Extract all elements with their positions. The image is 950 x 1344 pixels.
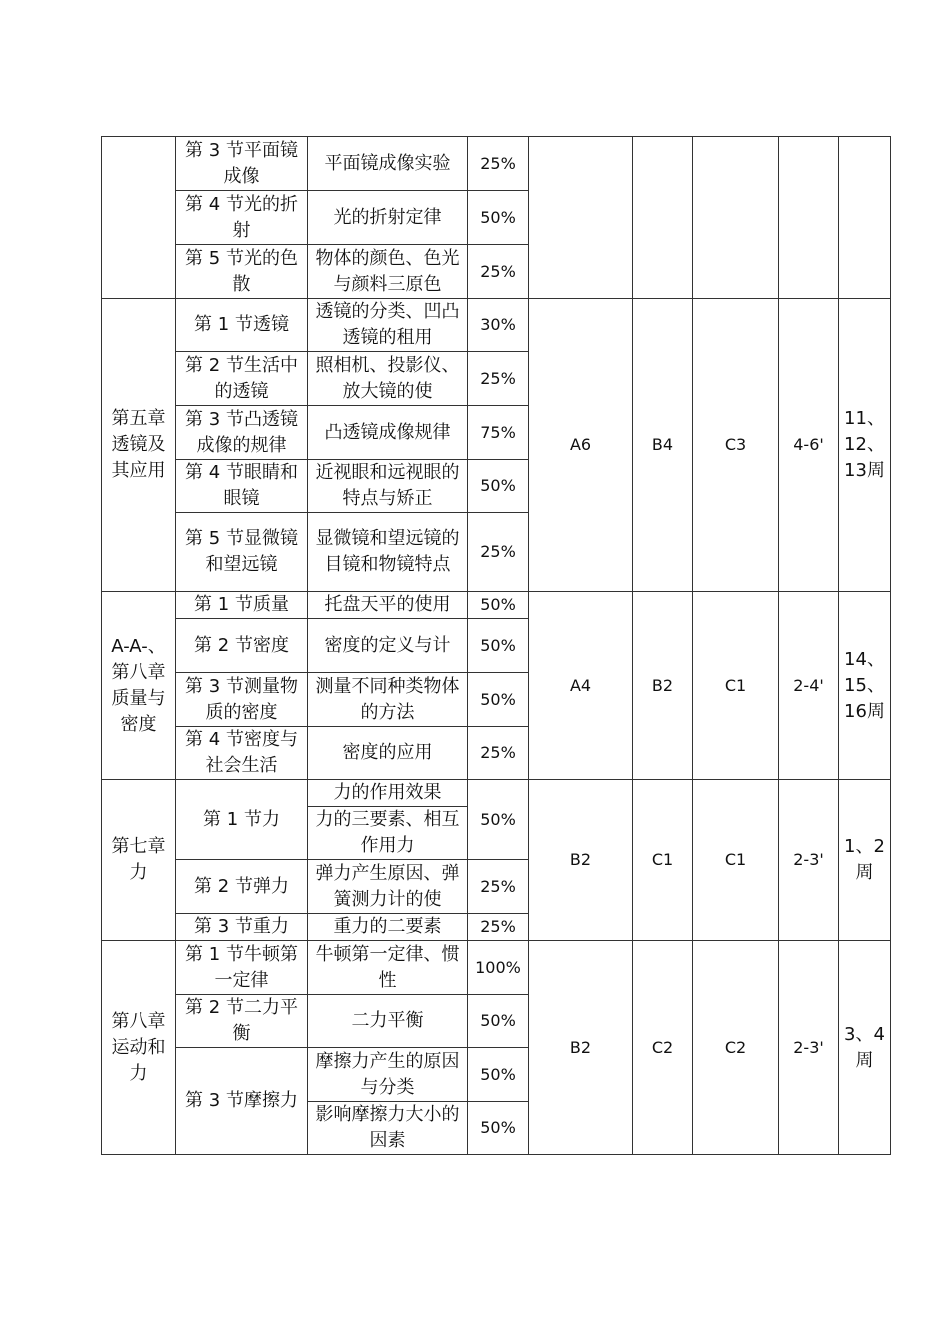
weight-cell: 25% xyxy=(468,513,529,592)
score-cell: 2-3' xyxy=(779,941,839,1155)
weight-cell: 30% xyxy=(468,299,529,352)
section-title: 第 2 节生活中的透镜 xyxy=(176,352,308,406)
knowledge-point: 二力平衡 xyxy=(308,995,468,1048)
knowledge-point: 力的三要素、相互作用力 xyxy=(308,807,468,860)
week-cell: 1、2周 xyxy=(839,780,891,941)
knowledge-point: 托盘天平的使用 xyxy=(308,592,468,619)
section-title: 第 5 节显微镜和望远镜 xyxy=(176,513,308,592)
weight-cell: 50% xyxy=(468,1102,529,1155)
score-cell: 4-6' xyxy=(779,299,839,592)
knowledge-point: 照相机、投影仪、放大镜的使 xyxy=(308,352,468,406)
knowledge-point: 光的折射定律 xyxy=(308,191,468,245)
chapter-name: 第七章力 xyxy=(102,780,176,941)
level-a-cell: A6 xyxy=(529,299,633,592)
knowledge-point: 测量不同种类物体的方法 xyxy=(308,673,468,727)
section-title: 第 2 节密度 xyxy=(176,619,308,673)
knowledge-point: 重力的二要素 xyxy=(308,914,468,941)
weight-cell: 50% xyxy=(468,780,529,860)
section-title: 第 3 节重力 xyxy=(176,914,308,941)
knowledge-point: 近视眼和远视眼的特点与矫正 xyxy=(308,460,468,513)
section-title: 第 1 节力 xyxy=(176,780,308,860)
weight-cell: 25% xyxy=(468,914,529,941)
knowledge-point: 凸透镜成像规律 xyxy=(308,406,468,460)
section-title: 第 3 节凸透镜成像的规律 xyxy=(176,406,308,460)
section-title: 第 4 节眼睛和眼镜 xyxy=(176,460,308,513)
level-a-cell: A4 xyxy=(529,592,633,780)
chapter-name: 第五章透镜及其应用 xyxy=(102,299,176,592)
weight-cell: 50% xyxy=(468,673,529,727)
weight-cell: 25% xyxy=(468,245,529,299)
chapter-name: 第八章运动和力 xyxy=(102,941,176,1155)
knowledge-point: 弹力产生原因、弹簧测力计的使 xyxy=(308,860,468,914)
chapter-name xyxy=(102,137,176,299)
level-b-cell: B4 xyxy=(633,299,693,592)
section-title: 第 3 节测量物质的密度 xyxy=(176,673,308,727)
weight-cell: 75% xyxy=(468,406,529,460)
level-a-cell: B2 xyxy=(529,780,633,941)
knowledge-point: 力的作用效果 xyxy=(308,780,468,807)
knowledge-point: 密度的应用 xyxy=(308,727,468,780)
level-c-cell: C2 xyxy=(693,941,779,1155)
section-title: 第 4 节光的折射 xyxy=(176,191,308,245)
weight-cell: 50% xyxy=(468,619,529,673)
knowledge-point: 透镜的分类、凹凸透镜的租用 xyxy=(308,299,468,352)
section-title: 第 2 节二力平衡 xyxy=(176,995,308,1048)
level-c-cell: C1 xyxy=(693,780,779,941)
section-title: 第 3 节摩擦力 xyxy=(176,1048,308,1155)
weight-cell: 25% xyxy=(468,727,529,780)
knowledge-point: 影响摩擦力大小的因素 xyxy=(308,1102,468,1155)
week-cell: 14、15、16周 xyxy=(839,592,891,780)
level-b-cell: C2 xyxy=(633,941,693,1155)
weight-cell: 50% xyxy=(468,460,529,513)
score-cell xyxy=(779,137,839,299)
knowledge-point: 牛顿第一定律、惯性 xyxy=(308,941,468,995)
section-title: 第 1 节牛顿第一定律 xyxy=(176,941,308,995)
knowledge-point: 密度的定义与计 xyxy=(308,619,468,673)
level-c-cell: C3 xyxy=(693,299,779,592)
weight-cell: 50% xyxy=(468,592,529,619)
level-c-cell xyxy=(693,137,779,299)
level-b-cell: C1 xyxy=(633,780,693,941)
weight-cell: 50% xyxy=(468,1048,529,1102)
knowledge-point: 显微镜和望远镜的目镜和物镜特点 xyxy=(308,513,468,592)
week-cell xyxy=(839,137,891,299)
section-title: 第 1 节透镜 xyxy=(176,299,308,352)
weight-cell: 25% xyxy=(468,860,529,914)
knowledge-point: 平面镜成像实验 xyxy=(308,137,468,191)
score-cell: 2-4' xyxy=(779,592,839,780)
level-b-cell: B2 xyxy=(633,592,693,780)
knowledge-point: 摩擦力产生的原因与分类 xyxy=(308,1048,468,1102)
level-c-cell: C1 xyxy=(693,592,779,780)
week-cell: 11、12、13周 xyxy=(839,299,891,592)
chapter-name: A-A-、第八章质量与密度 xyxy=(102,592,176,780)
score-cell: 2-3' xyxy=(779,780,839,941)
knowledge-point: 物体的颜色、色光与颜料三原色 xyxy=(308,245,468,299)
weight-cell: 50% xyxy=(468,995,529,1048)
weight-cell: 25% xyxy=(468,352,529,406)
section-title: 第 5 节光的色散 xyxy=(176,245,308,299)
section-title: 第 1 节质量 xyxy=(176,592,308,619)
level-a-cell xyxy=(529,137,633,299)
level-b-cell xyxy=(633,137,693,299)
section-title: 第 4 节密度与社会生活 xyxy=(176,727,308,780)
week-cell: 3、4周 xyxy=(839,941,891,1155)
section-title: 第 3 节平面镜成像 xyxy=(176,137,308,191)
weight-cell: 50% xyxy=(468,191,529,245)
section-title: 第 2 节弹力 xyxy=(176,860,308,914)
weight-cell: 100% xyxy=(468,941,529,995)
weight-cell: 25% xyxy=(468,137,529,191)
curriculum-table xyxy=(101,136,891,1155)
level-a-cell: B2 xyxy=(529,941,633,1155)
